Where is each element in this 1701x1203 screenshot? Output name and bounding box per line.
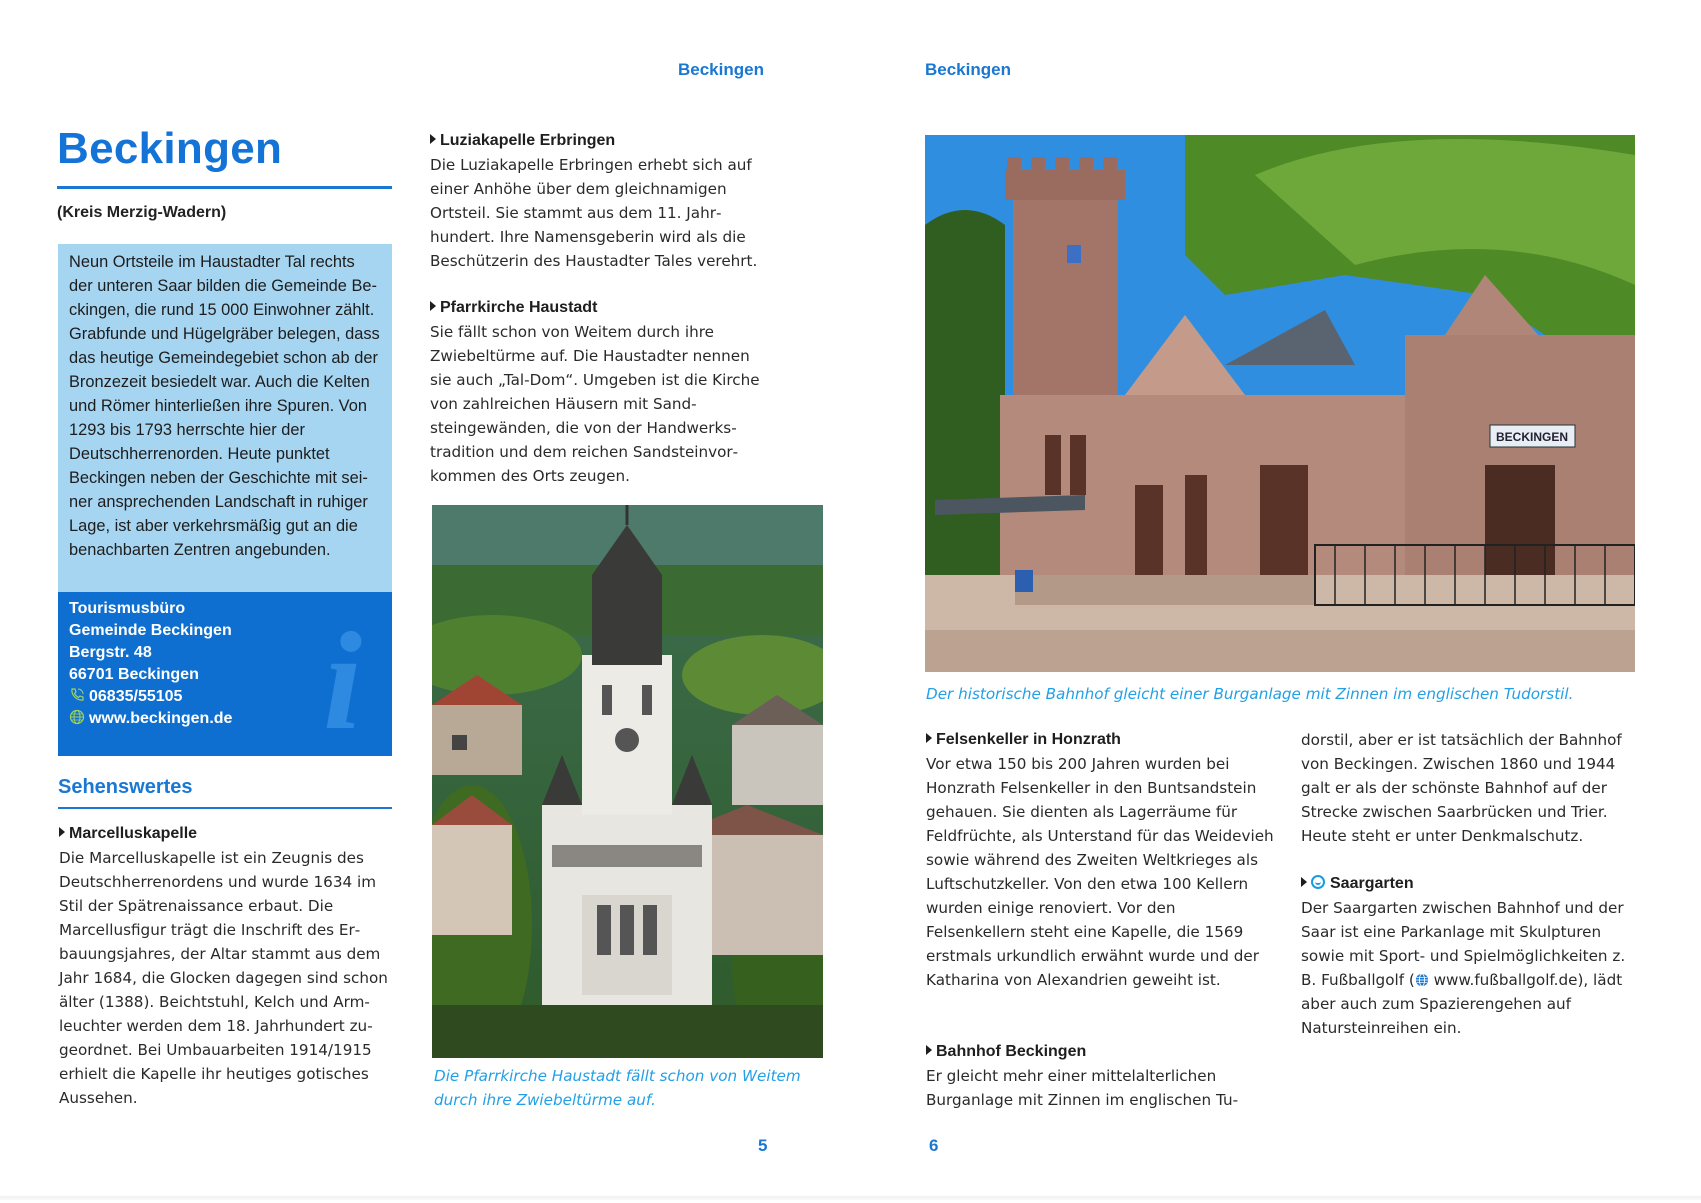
entry-text: dorstil, aber er ist tatsächlich der Bahnhof von Beckingen. Zwischen 1860 und 1944 galt er als der schönste Bahnhof auf der Strecke zwischen Saarbrücken und Trier. Heute steht er unter Denkmalschutz. bbox=[1301, 731, 1622, 845]
page-number-right: 6 bbox=[929, 1136, 939, 1155]
entry-title: Marcelluskapelle bbox=[69, 825, 198, 842]
globe-icon bbox=[69, 709, 85, 725]
running-head-right: Beckingen bbox=[925, 60, 1011, 79]
info-box bbox=[58, 592, 392, 756]
title-divider bbox=[57, 186, 392, 189]
church-photo-caption: Die Pfarrkirche Haustadt fällt schon von Weitem durch ihre Zwiebeltürme auf. bbox=[434, 1067, 801, 1109]
page-number-left: 5 bbox=[758, 1136, 768, 1155]
bullet-triangle-icon bbox=[59, 827, 65, 837]
info-web-row[interactable] bbox=[69, 708, 381, 730]
section-heading: Sehenswertes bbox=[58, 776, 193, 798]
entry-text: Der Saargarten zwischen Bahnhof und der Saar ist eine Parkanlage mit Skulpturen sowie mit Sport- und Spielmöglichkeiten z. B. Fußballgolf ( bbox=[1301, 899, 1626, 989]
bullet-triangle-icon bbox=[926, 733, 932, 743]
globe-icon bbox=[1415, 973, 1429, 987]
running-head-left: Beckingen bbox=[678, 60, 764, 79]
entry-title: Saargarten bbox=[1330, 875, 1414, 892]
section-divider bbox=[58, 807, 392, 809]
entry-title: Luziakapelle Erbringen bbox=[440, 132, 616, 149]
phone-icon bbox=[69, 687, 85, 703]
entry-title: Bahnhof Beckingen bbox=[936, 1043, 1087, 1060]
entry-text: Vor etwa 150 bis 200 Jahren wurden bei Honzrath Felsenkeller in den Buntsandstein gehauen. Sie dienten als Lagerräume für Feldfrüchte, als Unterstand für das Weidevieh sowie während des Zweiten Weltkrieges als Luftschutzkeller. Von den etwa 100 Kellern wurden einige renoviert. Vor den Felsenkellern steht eine Kapelle, die 1569 erstmals urkundlich erwähnt wurde und der Katharina von Alexandrien geweiht ist. bbox=[926, 755, 1274, 989]
entry-bahnhof bbox=[926, 1040, 1274, 1112]
park-icon bbox=[1311, 875, 1325, 889]
info-phone: 06835/55105 bbox=[89, 688, 183, 705]
saargarten-web-link[interactable]: www.fußballgolf.de bbox=[1433, 971, 1578, 989]
info-web-link[interactable]: www.beckingen.de bbox=[89, 710, 233, 727]
station-photo bbox=[925, 135, 1635, 672]
bullet-triangle-icon bbox=[430, 134, 436, 144]
page-title: Beckingen bbox=[57, 124, 283, 173]
entry-saargarten bbox=[1301, 872, 1641, 1040]
bullet-triangle-icon bbox=[430, 301, 436, 311]
entry-text: Sie fällt schon von Weitem durch ihre Zwiebeltürme auf. Die Haustadter nennen sie auch „Tal-Dom“. Umgeben ist die Kirche von zahlreichen Häusern mit Sandsteingewänden, die von der Handwerkstradition und dem reichen Sandsteinvorkommen des Orts zeugen. bbox=[430, 323, 760, 485]
intro-box bbox=[58, 244, 392, 592]
station-photo-caption: Der historische Bahnhof gleicht einer Burganlage mit Zinnen im englischen Tudorstil. bbox=[926, 685, 1574, 703]
entry-pfarrkirche bbox=[430, 296, 776, 488]
entry-felsenkeller bbox=[926, 728, 1274, 992]
entry-text: Die Marcelluskapelle ist ein Zeugnis des Deutschherrenordens und wurde 1634 im Stil der Spätrenaissance erbaut. Die Marcellusfigur trägt die Inschrift des Erbauungsjahres, der Altar stammt aus dem Jahr 1684, die Glocken dagegen sind schon älter (1388). Beichtstuhl, Kelch und Armleuchter werden dem 18. Jahrhundert zugeordnet. Bei Umbauarbeiten 1914/1915 erhielt die Kapelle ihr heutiges gotisches Aussehen. bbox=[59, 849, 388, 1107]
info-icon: i bbox=[323, 604, 362, 756]
info-phone-row[interactable] bbox=[69, 686, 381, 708]
entry-title: Felsenkeller in Honzrath bbox=[936, 731, 1121, 748]
page-subtitle: (Kreis Merzig-Wadern) bbox=[57, 204, 227, 221]
intro-text: Neun Ortsteile im Haustadter Tal rechts der unteren Saar bilden die Gemeinde Beckingen, die rund 15 000 Einwohner zählt. Grabfunde und Hügelgräber belegen, dass das heutige Gemeindegebiet schon ab der Bronzezeit besiedelt war. Auch die Kelten und Römer hinterließen ihre Spuren. Von 1293 bis 1793 herrschte hier der Deutschherrenorden. Heute punktet Beckingen neben der Geschichte mit seiner ansprechenden Landschaft in ruhiger Lage, ist aber verkehrsmäßig gut an die benachbarten Zentren angebunden. bbox=[69, 253, 380, 559]
entry-marcelluskapelle bbox=[59, 822, 399, 1110]
church-photo bbox=[432, 505, 823, 1058]
entry-luziakapelle bbox=[430, 129, 776, 273]
info-street: Bergstr. 48 bbox=[69, 644, 152, 661]
bullet-triangle-icon bbox=[926, 1045, 932, 1055]
info-city: 66701 Beckingen bbox=[69, 666, 199, 683]
entry-text-end: ), lädt aber auch zum Spazierengehen auf Natursteinreihen ein. bbox=[1301, 971, 1623, 1037]
info-org: Gemeinde Beckingen bbox=[69, 622, 232, 639]
entry-text: Die Luziakapelle Erbringen erhebt sich auf einer Anhöhe über dem gleichnamigen Ortsteil. Sie stammt aus dem 11. Jahrhundert. Ihre Namensgeberin wird als die Beschützerin des Haustadter Tales verehrt. bbox=[430, 156, 758, 270]
entry-text: Er gleicht mehr einer mittelalterlichen Burganlage mit Zinnen im englischen Tu- bbox=[926, 1067, 1239, 1109]
entry-bahnhof-continued bbox=[1301, 728, 1641, 848]
page-bottom-edge bbox=[0, 1196, 1701, 1200]
entry-title: Pfarrkirche Haustadt bbox=[440, 299, 598, 316]
bullet-triangle-icon bbox=[1301, 877, 1307, 887]
station-sign: BECKINGEN bbox=[1495, 430, 1569, 444]
info-name: Tourismusbüro bbox=[69, 600, 186, 617]
